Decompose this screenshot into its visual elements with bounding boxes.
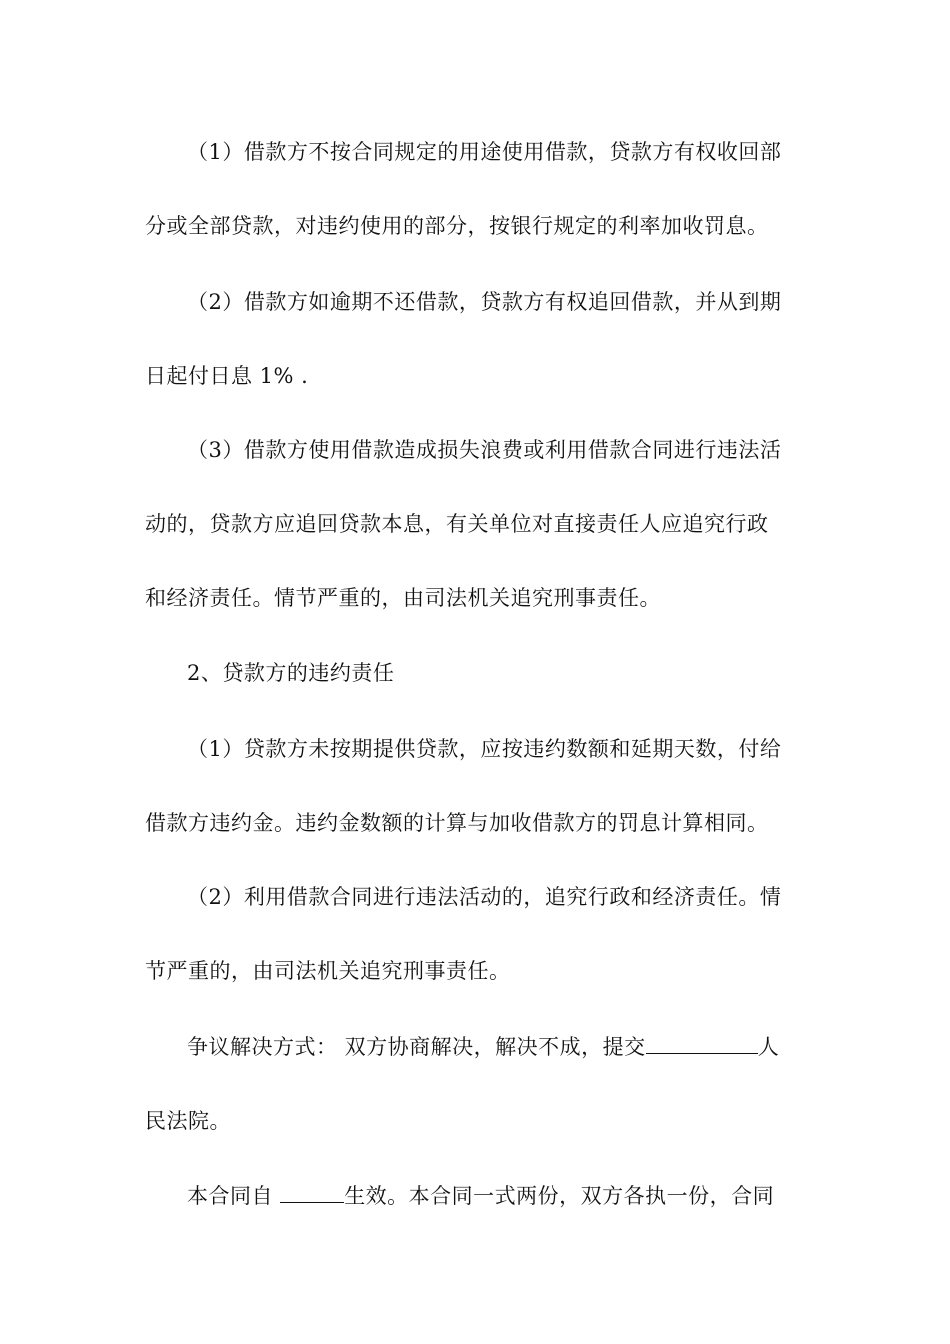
text-line: 动的，贷款方应追回贷款本息，有关单位对直接责任人应追究行政 [145,512,769,536]
text-line: 2、贷款方的违约责任 [187,661,395,685]
effective-text-suffix: 生效。本合同一式两份，双方各执一份，合同 [344,1184,775,1208]
text-line: （2）利用借款合同进行违法活动的，追究行政和经济责任。情 [187,885,782,909]
dispute-text-suffix: 人 [757,1035,780,1059]
paragraph-lender-breach-2 [145,860,805,1008]
paragraph-effective-date [145,1159,805,1233]
text-line: （1）贷款方未按期提供贷款，应按违约数额和延期天数，付给 [187,737,782,761]
text-line: 分或全部贷款，对违约使用的部分，按银行规定的利率加收罚息。 [145,214,769,238]
text-line [145,1010,805,1084]
paragraph-dispute-resolution [145,1010,805,1158]
section-heading-lender-breach [145,636,805,710]
text-line: 节严重的，由司法机关追究刑事责任。 [145,959,511,983]
text-line: 日起付日息 1% . [145,364,309,388]
text-line: （1）借款方不按合同规定的用途使用借款，贷款方有权收回部 [187,140,782,164]
paragraph-borrower-breach-2 [145,265,805,413]
dispute-text: 争议解决方式： 双方协商解决，解决不成，提交 [187,1035,646,1059]
paragraph-borrower-breach-3 [145,413,805,635]
effective-text: 本合同自 [187,1184,281,1208]
court-name-blank [646,1033,758,1054]
text-line [145,1159,805,1233]
text-line: 民法院。 [145,1109,231,1133]
text-line: （2）借款方如逾期不还借款，贷款方有权追回借款，并从到期 [187,290,782,314]
paragraph-lender-breach-1 [145,712,805,860]
paragraph-borrower-breach-1 [145,115,805,263]
text-line: 借款方违约金。违约金数额的计算与加收借款方的罚息计算相同。 [145,811,769,835]
text-line: 和经济责任。情节严重的，由司法机关追究刑事责任。 [145,586,661,610]
text-line: （3）借款方使用借款造成损失浪费或利用借款合同进行违法活 [187,438,782,462]
effective-date-blank [280,1182,344,1203]
